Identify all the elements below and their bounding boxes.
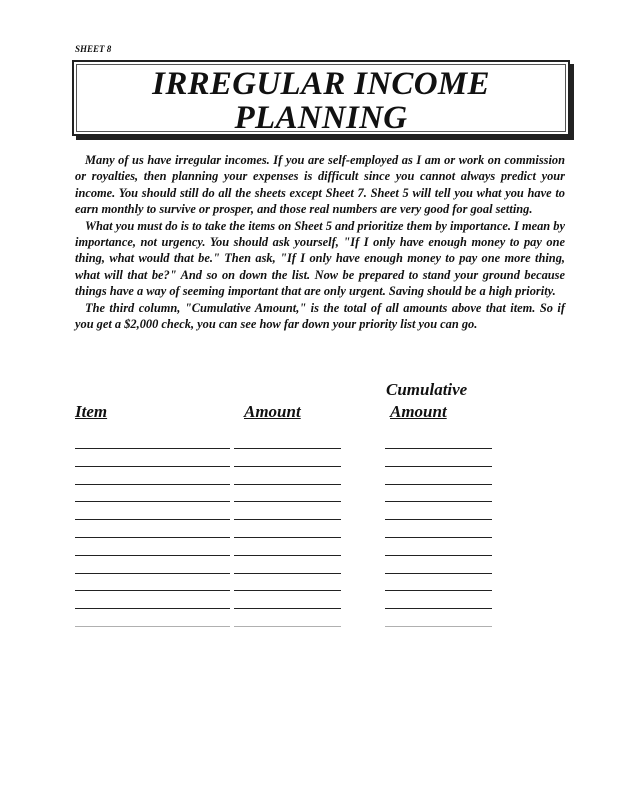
amount-blank-line (234, 484, 341, 485)
cumulative-blank-line (385, 573, 492, 574)
cumulative-blank-line (385, 537, 492, 538)
page-title-line-2: PLANNING (234, 100, 408, 136)
column-header-cumulative: Cumulative (386, 380, 468, 399)
cumulative-blank-line (385, 590, 492, 591)
amount-blank-line (234, 501, 341, 502)
sheet-label: SHEET 8 (75, 44, 112, 54)
cumulative-blank-line (385, 484, 492, 485)
amount-blank-line (234, 466, 341, 467)
amount-blank-line (234, 573, 341, 574)
cumulative-blank-line (385, 519, 492, 520)
item-blank-line (75, 448, 230, 449)
column-header-cumulative-amount: Amount (390, 402, 447, 421)
intro-text (75, 152, 565, 332)
cumulative-blank-line (385, 626, 492, 627)
amount-blank-line (234, 590, 341, 591)
item-blank-line (75, 626, 230, 627)
amount-blank-line (234, 448, 341, 449)
item-blank-line (75, 537, 230, 538)
item-blank-line (75, 484, 230, 485)
item-blank-line (75, 555, 230, 556)
cumulative-blank-line (385, 448, 492, 449)
paragraph: What you must do is to take the items on Sheet 5 and prioritize them by importance. I mean by importance, not urgency. You should ask yourself, "If I only have enough money to pay one thing, what would that be." Then ask, "If I only have enough money to pay one more thing, what will that be?" And so on down the list. Now be prepared to stand your ground because things have a way of seeming important that are only urgent. Saving should be a high priority. (75, 218, 565, 299)
cumulative-blank-line (385, 501, 492, 502)
column-header-item: Item (75, 402, 108, 421)
cumulative-blank-line (385, 608, 492, 609)
paragraph: The third column, "Cumulative Amount," is the total of all amounts above that item. So if you get a $2,000 check, you can see how far down your priority list you can go. (75, 300, 565, 332)
cumulative-blank-line (385, 555, 492, 556)
amount-blank-line (234, 626, 341, 627)
amount-blank-line (234, 608, 341, 609)
item-blank-line (75, 608, 230, 609)
title-box (72, 60, 570, 136)
page-title-line-1: IRREGULAR INCOME (152, 66, 490, 102)
column-header-amount: Amount (244, 402, 301, 421)
item-blank-line (75, 573, 230, 574)
amount-blank-line (234, 537, 341, 538)
item-blank-line (75, 590, 230, 591)
paragraph: Many of us have irregular incomes. If you are self-employed as I am or work on commission or royalties, then planning your expenses is difficult since you cannot always predict your income. You should still do all the sheets except Sheet 7. Sheet 5 will tell you what you have to earn monthly to survive or prosper, and those real numbers are very good for goal setting. (75, 153, 565, 217)
item-blank-line (75, 466, 230, 467)
amount-blank-line (234, 555, 341, 556)
item-blank-line (75, 519, 230, 520)
item-blank-line (75, 501, 230, 502)
cumulative-blank-line (385, 466, 492, 467)
amount-blank-line (234, 519, 341, 520)
